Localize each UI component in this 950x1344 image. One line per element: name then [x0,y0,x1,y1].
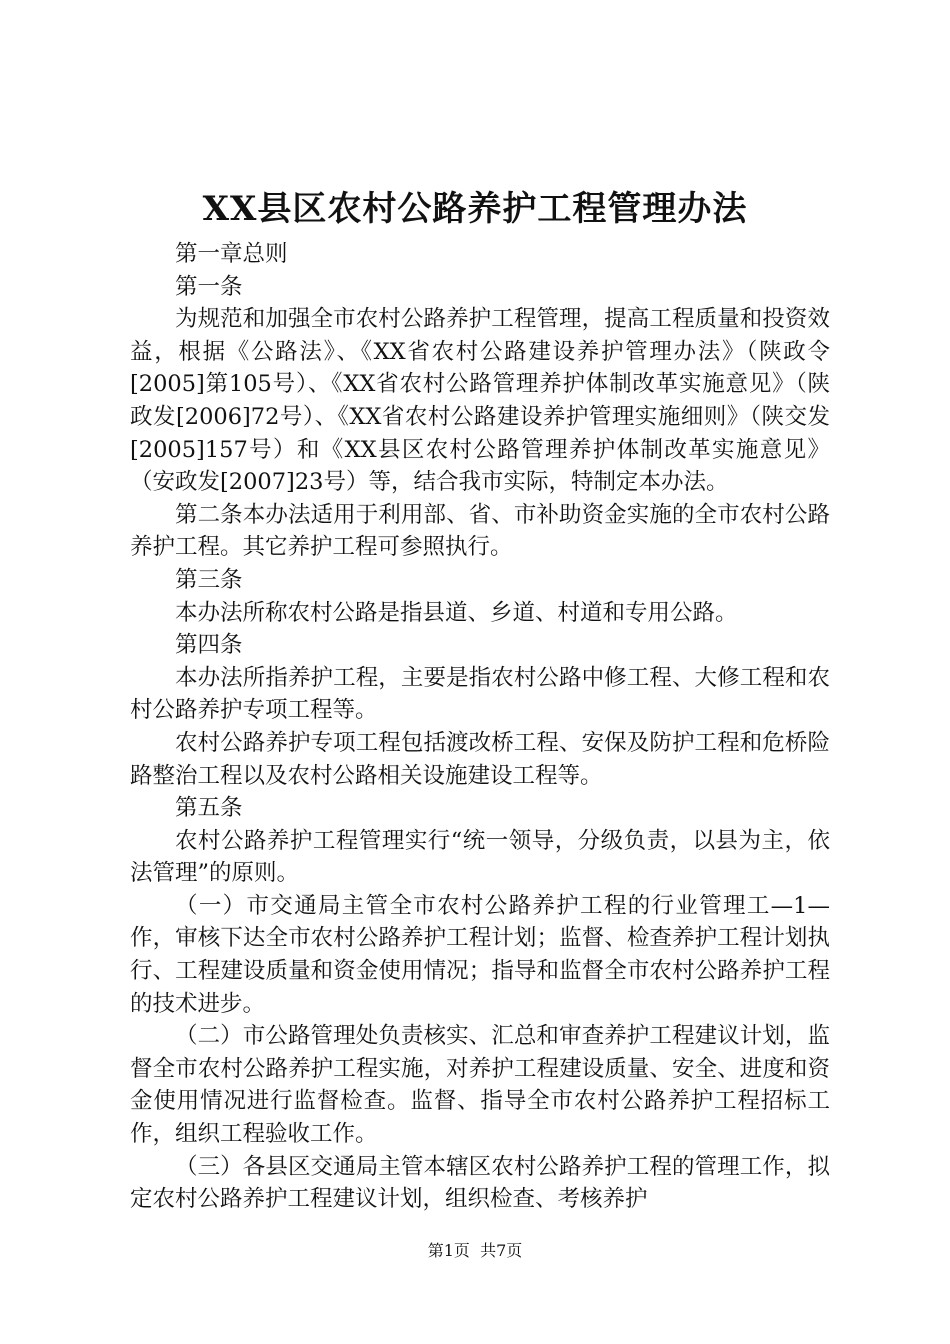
body-paragraph: （三）各县区交通局主管本辖区农村公路养护工程的管理工作，拟定农村公路养护工程建议计划，组织检查、考核养护 [130,1153,830,1213]
page-number: 第1页 共7页 [427,1241,523,1260]
body-paragraph: 本办法所指养护工程，主要是指农村公路中修工程、大修工程和农村公路养护专项工程等。 [130,664,830,724]
body-paragraph: （二）市公路管理处负责核实、汇总和审查养护工程建议计划，监督全市农村公路养护工程实施，对养护工程建设质量、安全、进度和资金使用情况进行监督检查。监督、指导全市农村公路养护工程招标工作，组织工程验收工作。 [130,1023,830,1148]
article-heading: 第一条 [175,273,243,300]
body-paragraph: 农村公路养护工程管理实行“统一领导，分级负责，以县为主，依法管理”的原则。 [130,827,830,887]
body-paragraph: 为规范和加强全市农村公路养护工程管理，提高工程质量和投资效益，根据《公路法》、《XX省农村公路建设养护管理办法》（陕政令[2005]第105号）、《XX省农村公路管理养护体制改革实施意见》（陕政发[2006]72号）、《XX省农村公路建设养护管理实施细则》（陕交发[2005]157号）和《XX县区农村公路管理养护体制改革实施意见》（安政发[2007]23号）等，结合我市实际，特制定本办法。 [130,306,830,496]
article-heading: 第五条 [175,795,243,822]
document-title: XX县区农村公路养护工程管理办法 [202,189,748,229]
page-footer [0,1240,950,1262]
body-paragraph: （一）市交通局主管全市农村公路养护工程的行业管理工—1—作，审核下达全市农村公路养护工程计划；监督、检查养护工程计划执行、工程建设质量和资金使用情况；指导和监督全市农村公路养护工程的技术进步。 [130,892,830,1017]
document-body [130,238,830,1216]
body-paragraph: 第二条本办法适用于利用部、省、市补助资金实施的全市农村公路养护工程。其它养护工程可参照执行。 [130,501,830,561]
body-paragraph: 本办法所称农村公路是指县道、乡道、村道和专用公路。 [175,599,738,626]
article-heading: 第四条 [175,632,243,659]
body-paragraph: 农村公路养护专项工程包括渡改桥工程、安保及防护工程和危桥险路整治工程以及农村公路相关设施建设工程等。 [130,729,830,789]
article-heading: 第三条 [175,566,243,593]
chapter-heading: 第一章总则 [175,241,288,267]
